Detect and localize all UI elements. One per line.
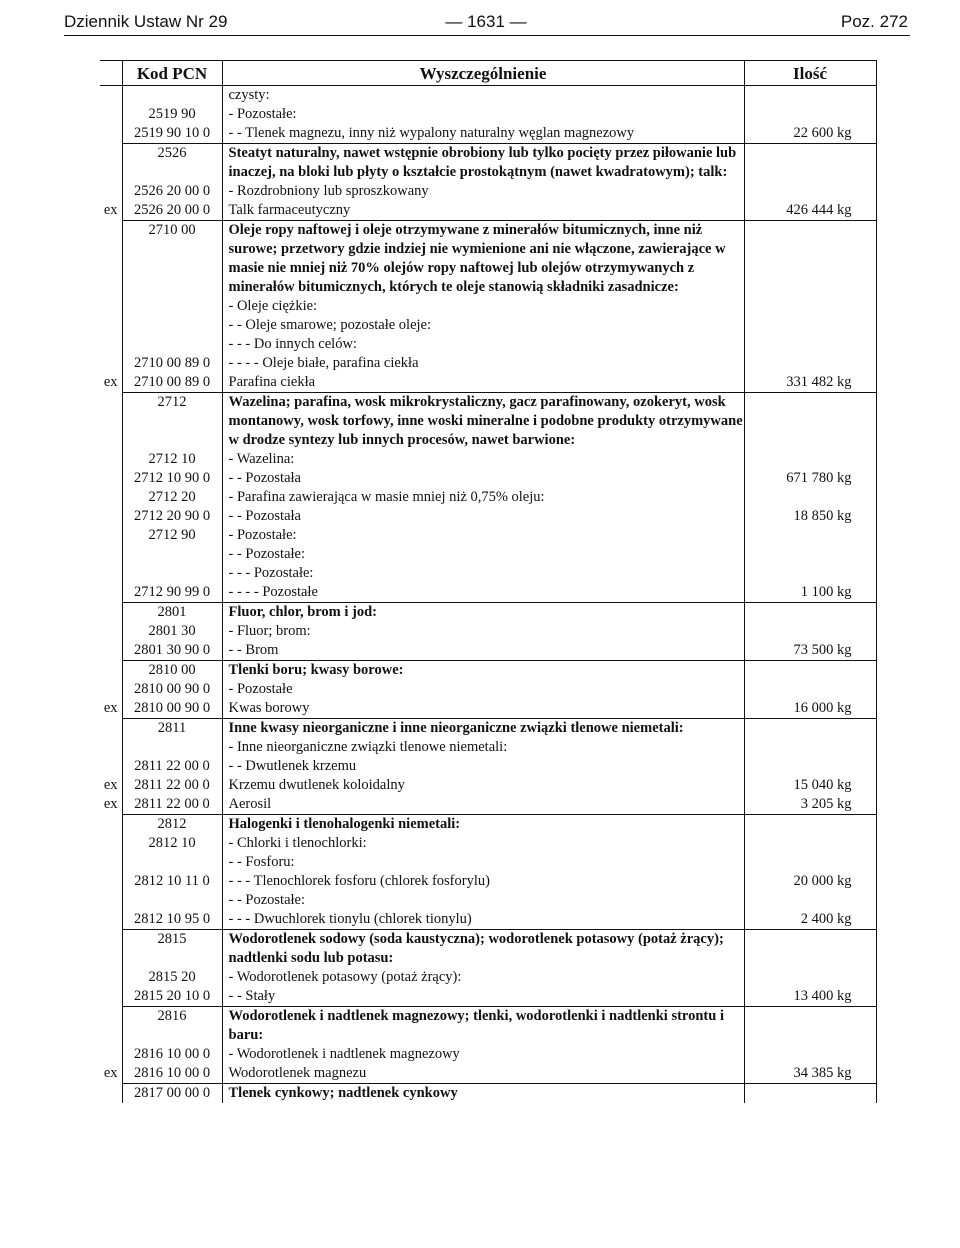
table-row xyxy=(100,622,876,641)
item-description: - Parafina zawierająca w masie mniej niż 0,75% oleju: xyxy=(222,488,744,507)
item-quantity xyxy=(744,393,876,451)
ex-marker xyxy=(100,450,122,469)
quantity-column-header: Ilość xyxy=(744,61,876,86)
ex-marker xyxy=(100,1007,122,1046)
item-quantity xyxy=(744,297,876,316)
ex-marker: ex xyxy=(103,374,118,390)
item-description: - Wodorotlenek potasowy (potaż żrący): xyxy=(222,968,744,987)
table-row xyxy=(100,987,876,1007)
item-quantity: 22 600 kg xyxy=(744,124,876,144)
item-description: - Pozostałe xyxy=(222,680,744,699)
table-row xyxy=(100,373,876,393)
table-row xyxy=(100,853,876,872)
table-row xyxy=(100,930,876,969)
item-quantity: 34 385 kg xyxy=(744,1064,876,1084)
table-row xyxy=(100,488,876,507)
pcn-code: 2712 10 90 0 xyxy=(122,469,222,488)
ex-marker xyxy=(100,1084,122,1104)
table-row xyxy=(100,680,876,699)
pcn-code: 2801 xyxy=(122,603,222,623)
pcn-code: 2816 10 00 0 xyxy=(122,1064,222,1084)
ex-column-header xyxy=(100,61,122,86)
table-row xyxy=(100,1007,876,1046)
item-quantity xyxy=(744,968,876,987)
item-description: czysty: xyxy=(222,86,744,106)
table-row xyxy=(100,393,876,451)
item-quantity: 20 000 kg xyxy=(744,872,876,891)
pcn-code: 2519 90 10 0 xyxy=(122,124,222,144)
ex-marker xyxy=(100,526,122,545)
ex-marker: ex xyxy=(103,1065,118,1081)
item-quantity xyxy=(744,450,876,469)
item-quantity xyxy=(744,564,876,583)
item-description: - - Stały xyxy=(222,987,744,1007)
item-quantity xyxy=(744,1084,876,1104)
item-description: - - - - Pozostałe xyxy=(222,583,744,603)
ex-marker xyxy=(100,853,122,872)
ex-marker xyxy=(100,872,122,891)
pcn-code xyxy=(122,335,222,354)
ex-marker xyxy=(100,124,122,144)
item-quantity xyxy=(744,182,876,201)
item-quantity xyxy=(744,86,876,106)
table-row xyxy=(100,335,876,354)
pcn-code: 2710 00 89 0 xyxy=(122,354,222,373)
table-row xyxy=(100,144,876,183)
item-quantity xyxy=(744,738,876,757)
item-quantity xyxy=(744,354,876,373)
item-description: - - Pozostałe: xyxy=(222,891,744,910)
item-quantity xyxy=(744,680,876,699)
pcn-code: 2712 20 xyxy=(122,488,222,507)
ex-marker xyxy=(100,891,122,910)
pcn-code xyxy=(122,738,222,757)
table-row xyxy=(100,1064,876,1084)
item-quantity xyxy=(744,1007,876,1046)
table-row xyxy=(100,201,876,221)
pcn-code xyxy=(122,316,222,335)
pcn-code: 2519 90 xyxy=(122,105,222,124)
ex-marker xyxy=(100,930,122,969)
item-description: Halogenki i tlenohalogenki niemetali: xyxy=(222,815,744,835)
ex-marker xyxy=(100,680,122,699)
ex-marker xyxy=(100,968,122,987)
item-description: - Inne nieorganiczne związki tlenowe niemetali: xyxy=(222,738,744,757)
item-description: - - - Dwuchlorek tionylu (chlorek tionylu) xyxy=(222,910,744,930)
ex-marker xyxy=(100,622,122,641)
item-quantity: 1 100 kg xyxy=(744,583,876,603)
pcn-code: 2816 10 00 0 xyxy=(122,1045,222,1064)
pcn-code: 2811 22 00 0 xyxy=(122,795,222,815)
table-row xyxy=(100,776,876,795)
pcn-code: 2815 20 10 0 xyxy=(122,987,222,1007)
ex-marker xyxy=(100,834,122,853)
pcn-code: 2812 xyxy=(122,815,222,835)
table-row xyxy=(100,105,876,124)
item-quantity xyxy=(744,105,876,124)
item-quantity xyxy=(744,603,876,623)
table-row xyxy=(100,124,876,144)
table-row xyxy=(100,526,876,545)
table-row xyxy=(100,603,876,623)
item-description: Krzemu dwutlenek koloidalny xyxy=(222,776,744,795)
pcn-code: 2812 10 xyxy=(122,834,222,853)
item-description: - Wazelina: xyxy=(222,450,744,469)
item-quantity xyxy=(744,930,876,969)
pcn-code: 2710 00 xyxy=(122,221,222,298)
table-row xyxy=(100,891,876,910)
pcn-code: 2712 90 99 0 xyxy=(122,583,222,603)
pcn-code: 2810 00 90 0 xyxy=(122,680,222,699)
item-description: Talk farmaceutyczny xyxy=(222,201,744,221)
item-description: - Fluor; brom: xyxy=(222,622,744,641)
description-column-header: Wyszczególnienie xyxy=(222,61,744,86)
pcn-code: 2801 30 xyxy=(122,622,222,641)
item-quantity xyxy=(744,1045,876,1064)
ex-marker xyxy=(100,641,122,661)
ex-marker xyxy=(100,545,122,564)
ex-marker xyxy=(100,182,122,201)
item-description: Tlenki boru; kwasy borowe: xyxy=(222,661,744,681)
item-quantity xyxy=(744,834,876,853)
pcn-code: 2811 22 00 0 xyxy=(122,757,222,776)
page-header xyxy=(64,8,908,36)
ex-marker xyxy=(100,603,122,623)
item-description: Steatyt naturalny, nawet wstępnie obrobiony lub tylko pocięty przez piłowanie lub inaczej, na bloki lub płyty o kształcie prostokątnym (nawet kwadratowym); talk: xyxy=(222,144,744,183)
pcn-code: 2801 30 90 0 xyxy=(122,641,222,661)
table-row xyxy=(100,1045,876,1064)
item-description: Aerosil xyxy=(222,795,744,815)
item-quantity: 13 400 kg xyxy=(744,987,876,1007)
item-quantity: 2 400 kg xyxy=(744,910,876,930)
item-description: Kwas borowy xyxy=(222,699,744,719)
ex-marker xyxy=(100,1045,122,1064)
table-row xyxy=(100,641,876,661)
item-description: Fluor, chlor, brom i jod: xyxy=(222,603,744,623)
ex-marker xyxy=(100,910,122,930)
page-number: — 1631 — xyxy=(445,12,527,31)
ex-marker xyxy=(100,144,122,183)
item-description: Inne kwasy nieorganiczne i inne nieorganiczne związki tlenowe niemetali: xyxy=(222,719,744,739)
item-quantity: 671 780 kg xyxy=(744,469,876,488)
table-row xyxy=(100,450,876,469)
table-row xyxy=(100,221,876,298)
table-row xyxy=(100,316,876,335)
ex-marker xyxy=(100,488,122,507)
ex-marker xyxy=(100,335,122,354)
ex-marker xyxy=(100,297,122,316)
item-description: Wazelina; parafina, wosk mikrokrystaliczny, gacz parafinowany, ozokeryt, wosk montanowy, wosk torfowy, inne woski mineralne i podobne produkty otrzymywane w drodze syntezy lub innych procesów, nawet barwione: xyxy=(222,393,744,451)
item-description: - - Brom xyxy=(222,641,744,661)
pcn-table xyxy=(100,60,877,1103)
item-quantity xyxy=(744,221,876,298)
pcn-code: 2810 00 90 0 xyxy=(122,699,222,719)
table-row xyxy=(100,834,876,853)
item-description: - - Dwutlenek krzemu xyxy=(222,757,744,776)
item-quantity xyxy=(744,526,876,545)
item-description: - - Oleje smarowe; pozostałe oleje: xyxy=(222,316,744,335)
pcn-code: 2712 xyxy=(122,393,222,451)
item-description: - - - Do innych celów: xyxy=(222,335,744,354)
item-quantity: 331 482 kg xyxy=(744,373,876,393)
item-description: - Pozostałe: xyxy=(222,526,744,545)
item-quantity: 3 205 kg xyxy=(744,795,876,815)
table-row xyxy=(100,86,876,106)
table-header-row xyxy=(100,61,876,86)
table-row xyxy=(100,469,876,488)
table-row xyxy=(100,757,876,776)
ex-marker xyxy=(100,221,122,298)
item-description: - - Pozostała xyxy=(222,469,744,488)
item-quantity xyxy=(744,316,876,335)
pcn-code: 2817 00 00 0 xyxy=(122,1084,222,1104)
item-description: - Pozostałe: xyxy=(222,105,744,124)
table-row xyxy=(100,872,876,891)
item-quantity xyxy=(744,661,876,681)
journal-title: Dziennik Ustaw Nr 29 xyxy=(64,12,228,31)
item-quantity xyxy=(744,891,876,910)
ex-marker xyxy=(100,757,122,776)
item-description: Wodorotlenek sodowy (soda kaustyczna); wodorotlenek potasowy (potaż żrący); nadtlenki sodu lub potasu: xyxy=(222,930,744,969)
table-body xyxy=(100,86,876,1104)
pcn-code: 2816 xyxy=(122,1007,222,1046)
item-description: Parafina ciekła xyxy=(222,373,744,393)
ex-marker xyxy=(100,316,122,335)
pcn-code: 2811 22 00 0 xyxy=(122,776,222,795)
pcn-code: 2811 xyxy=(122,719,222,739)
ex-marker xyxy=(100,86,122,106)
pcn-code: 2712 90 xyxy=(122,526,222,545)
ex-marker: ex xyxy=(103,796,118,812)
item-quantity: 18 850 kg xyxy=(744,507,876,526)
ex-marker xyxy=(100,719,122,739)
pcn-code: 2815 20 xyxy=(122,968,222,987)
table-row xyxy=(100,661,876,681)
table-row xyxy=(100,968,876,987)
table-row xyxy=(100,815,876,835)
item-description: - Chlorki i tlenochlorki: xyxy=(222,834,744,853)
pcn-code xyxy=(122,853,222,872)
table-row xyxy=(100,182,876,201)
item-description: - - Tlenek magnezu, inny niż wypalony naturalny węglan magnezowy xyxy=(222,124,744,144)
item-quantity xyxy=(744,622,876,641)
table-row xyxy=(100,545,876,564)
item-quantity xyxy=(744,545,876,564)
pcn-code: 2712 20 90 0 xyxy=(122,507,222,526)
ex-marker xyxy=(100,469,122,488)
item-description: - - - Tlenochlorek fosforu (chlorek fosforylu) xyxy=(222,872,744,891)
item-quantity xyxy=(744,335,876,354)
position-number: Poz. 272 xyxy=(840,12,908,31)
ex-marker xyxy=(100,393,122,451)
table-row xyxy=(100,583,876,603)
pcn-code xyxy=(122,545,222,564)
pcn-code: 2710 00 89 0 xyxy=(122,373,222,393)
ex-marker xyxy=(100,105,122,124)
table-row xyxy=(100,297,876,316)
ex-marker xyxy=(100,815,122,835)
item-description: Oleje ropy naftowej i oleje otrzymywane z minerałów bitumicznych, inne niż surowe; przetwory gdzie indziej nie wymienione ani nie włączone, zawierające w masie nie mniej niż 70% olejów ropy naftowej lub olejów otrzymywanych z minerałów bitumicznych, których te oleje stanowią składniki zasadnicze: xyxy=(222,221,744,298)
item-description: - Rozdrobniony lub sproszkowany xyxy=(222,182,744,201)
pcn-code xyxy=(122,86,222,106)
item-description: - - Fosforu: xyxy=(222,853,744,872)
item-quantity xyxy=(744,757,876,776)
table-row xyxy=(100,910,876,930)
item-description: Wodorotlenek magnezu xyxy=(222,1064,744,1084)
table-row xyxy=(100,564,876,583)
item-quantity xyxy=(744,488,876,507)
pcn-code: 2812 10 11 0 xyxy=(122,872,222,891)
item-description: - Wodorotlenek i nadtlenek magnezowy xyxy=(222,1045,744,1064)
item-quantity xyxy=(744,144,876,183)
table-row xyxy=(100,699,876,719)
item-description: Wodorotlenek i nadtlenek magnezowy; tlenki, wodorotlenki i nadtlenki strontu i baru: xyxy=(222,1007,744,1046)
table-row xyxy=(100,719,876,739)
pcn-code: 2526 xyxy=(122,144,222,183)
item-quantity xyxy=(744,719,876,739)
item-description: - - Pozostałe: xyxy=(222,545,744,564)
item-description: - - - - Oleje białe, parafina ciekła xyxy=(222,354,744,373)
item-quantity: 15 040 kg xyxy=(744,776,876,795)
header-divider xyxy=(64,35,910,36)
item-quantity: 426 444 kg xyxy=(744,201,876,221)
ex-marker xyxy=(100,738,122,757)
pcn-code xyxy=(122,891,222,910)
code-column-header: Kod PCN xyxy=(122,61,222,86)
pcn-code: 2815 xyxy=(122,930,222,969)
pcn-code: 2812 10 95 0 xyxy=(122,910,222,930)
item-description: - - - Pozostałe: xyxy=(222,564,744,583)
item-quantity: 73 500 kg xyxy=(744,641,876,661)
pcn-code: 2526 20 00 0 xyxy=(122,201,222,221)
item-quantity: 16 000 kg xyxy=(744,699,876,719)
item-quantity xyxy=(744,853,876,872)
item-quantity xyxy=(744,815,876,835)
ex-marker xyxy=(100,661,122,681)
table-row xyxy=(100,507,876,526)
ex-marker xyxy=(100,987,122,1007)
ex-marker xyxy=(100,583,122,603)
table-row xyxy=(100,738,876,757)
ex-marker: ex xyxy=(103,202,118,218)
pcn-code: 2712 10 xyxy=(122,450,222,469)
table-row xyxy=(100,1084,876,1104)
table-row xyxy=(100,795,876,815)
ex-marker xyxy=(100,354,122,373)
pcn-code: 2526 20 00 0 xyxy=(122,182,222,201)
pcn-code: 2810 00 xyxy=(122,661,222,681)
ex-marker xyxy=(100,507,122,526)
pcn-code xyxy=(122,297,222,316)
ex-marker: ex xyxy=(103,700,118,716)
table-row xyxy=(100,354,876,373)
item-description: - Oleje ciężkie: xyxy=(222,297,744,316)
ex-marker: ex xyxy=(103,777,118,793)
item-description: - - Pozostała xyxy=(222,507,744,526)
ex-marker xyxy=(100,564,122,583)
item-description: Tlenek cynkowy; nadtlenek cynkowy xyxy=(222,1084,744,1104)
pcn-code xyxy=(122,564,222,583)
